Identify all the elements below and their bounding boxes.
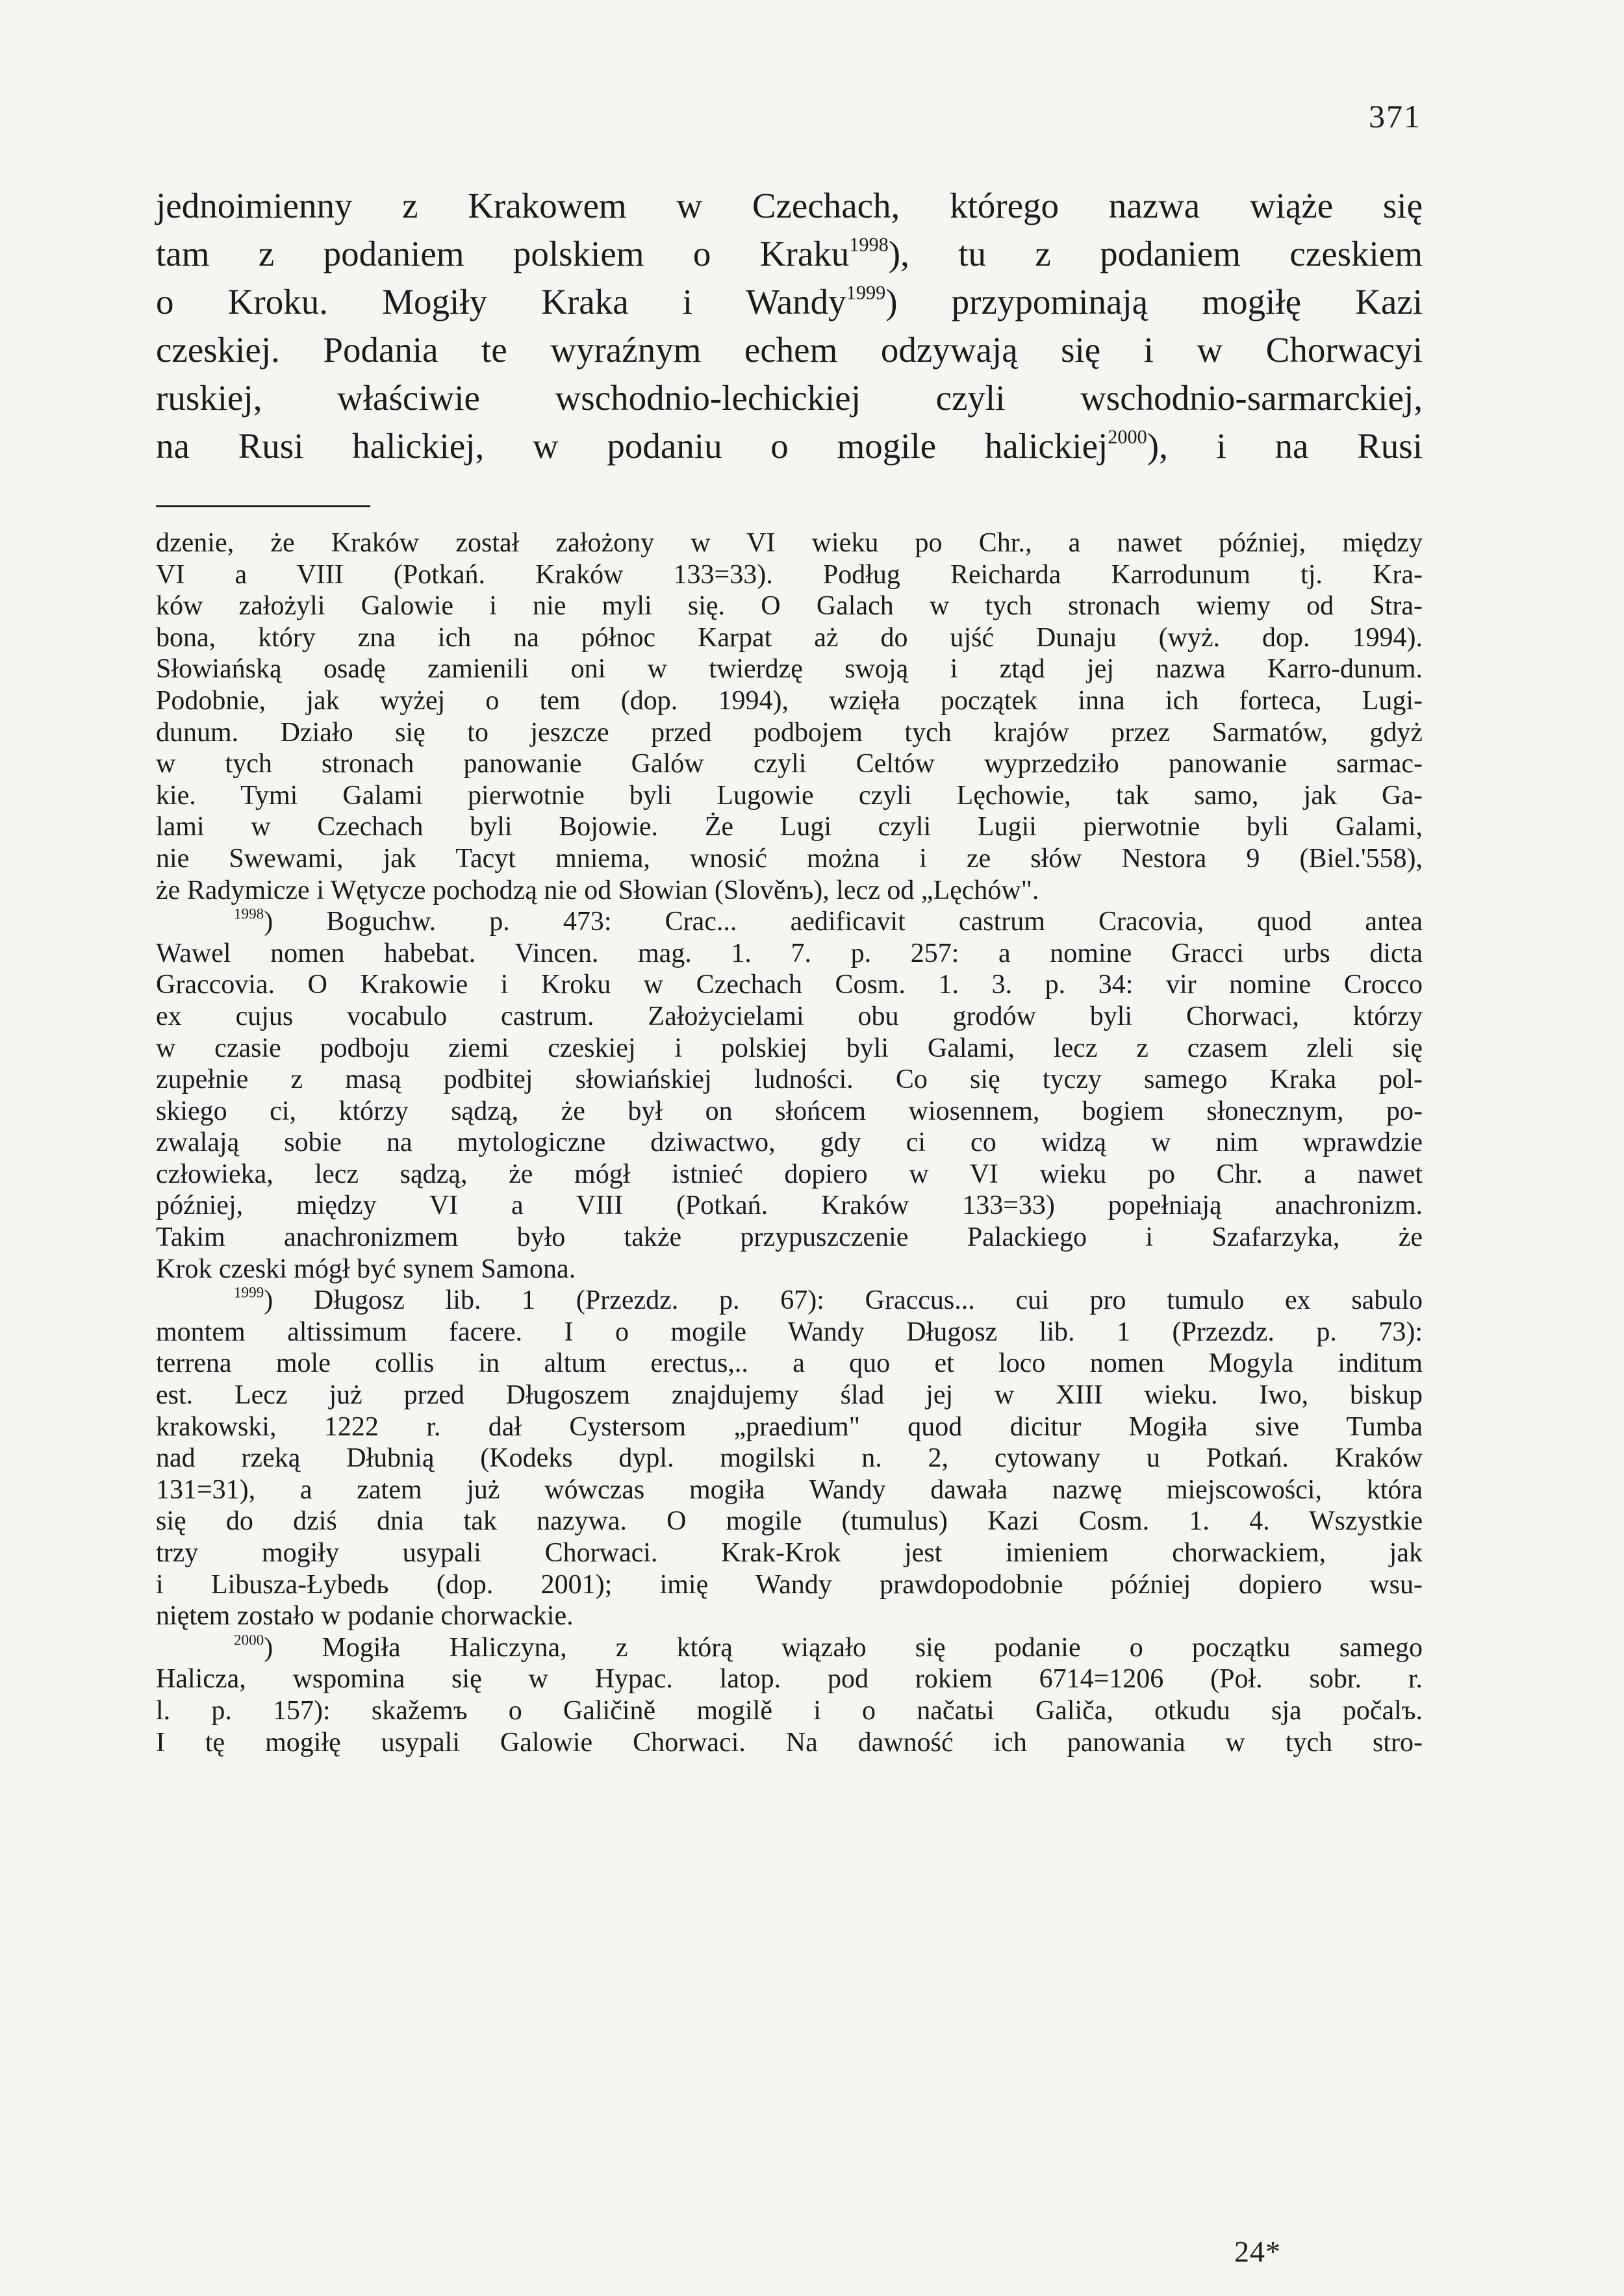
footnote-line: kie. Tymi Galami pierwotnie byli Lugowie czyli Lęchowie, tak samo, jak Ga- <box>156 780 1423 811</box>
footnote-ref: 1999 <box>846 281 886 304</box>
text-line: jednoimienny z Krakowem w Czechach, którego nazwa wiąże się <box>156 186 1423 225</box>
footnote-line: krakowski, 1222 r. dał Cystersom „praedium" quod dicitur Mogiła sive Tumba <box>156 1411 1423 1442</box>
footnote-line: Słowiańską osadę zamienili oni w twierdzę swoją i ztąd jej nazwa Karro-dunum. <box>156 654 1423 685</box>
text-line: o Kroku. Mogiły Kraka i Wandy$^{1999}$) przypominają mogiłę Kazi <box>156 281 1423 322</box>
footnote-line: skiego ci, którzy sądzą, że był on słońcem wiosennem, bogiem słonecznym, po- <box>156 1096 1423 1126</box>
footnote-line: nad rzeką Dłubnią (Kodeks dypl. mogilski n. 2, cytowany u Potkań. Kraków <box>156 1443 1423 1474</box>
footnote-separator <box>156 505 370 507</box>
footnote-line: zwalają sobie na mytologiczne dziwactwo, gdy ci co widzą w nim wprawdzie <box>156 1128 1423 1158</box>
footnote-line: lami w Czechach byli Bojowie. Że Lugi czyli Lugii pierwotnie byli Galami, <box>156 812 1423 842</box>
footnote-line: Graccovia. O Krakowie i Kroku w Czechach Cosm. 1. 3. p. 34: vir nomine Crocco <box>156 970 1423 1000</box>
footnote-line: $^{1999}$) Długosz lib. 1 (Przezdz. p. 67): Graccus... cui pro tumulo ex sabulo <box>234 1283 1423 1316</box>
footnote-line: VI a VIII (Potkań. Kraków 133=33). Podług Reicharda Karrodunum tj. Kra- <box>156 559 1423 590</box>
footnote-line: się do dziś dnia tak nazywa. O mogile (tumulus) Kazi Cosm. 1. 4. Wszystkie <box>156 1506 1423 1537</box>
footnote-line: dzenie, że Kraków został założony w VI wieku po Chr., a nawet później, między <box>156 528 1423 558</box>
footnote-line: ków założyli Galowie i nie myli się. O Galach w tych stronach wiemy od Stra- <box>156 591 1423 622</box>
footnote-line: Krok czeski mógł być synem Samona. <box>156 1254 576 1284</box>
text-line: czeskiej. Podania te wyraźnym echem odzywają się i w Chorwacyi <box>156 330 1423 370</box>
footnote-line: w czasie podboju ziemi czeskiej i polskiej byli Galami, lecz z czasem zleli się <box>156 1033 1423 1063</box>
text-line: tam z podaniem polskiem o Kraku$^{1998}$), tu z podaniem czeskiem <box>156 233 1423 273</box>
footnote-line: $^{1998}$) Boguchw. p. 473: Crac... aedificavit castrum Cracovia, quod antea <box>234 905 1423 937</box>
text-line: ruskiej, właściwie wschodnio-lechickiej czyli wschodnio-sarmarckiej, <box>156 378 1423 418</box>
footnote-line: l. p. 157): skažemъ o Galičině mogilě i o načatьi Galiča, otkudu sja počalъ. <box>156 1695 1423 1726</box>
footnote-line: człowieka, lecz sądzą, że mógł istnieć dopiero w VI wieku po Chr. a nawet <box>156 1159 1423 1189</box>
footnote-line: później, między VI a VIII (Potkań. Kraków 133=33) popełniają anachronizm. <box>156 1191 1423 1221</box>
footnote-line: $^{2000}$) Mogiła Haliczyna, z którą wiązało się podanie o początku samego <box>234 1631 1423 1663</box>
footnote-line: Podobnie, jak wyżej o tem (dop. 1994), wzięła początek inna ich forteca, Lugi- <box>156 685 1423 716</box>
footnote-number: 2000 <box>234 1631 264 1648</box>
footnote-line: terrena mole collis in altum erectus,.. a quo et loco nomen Mogyla inditum <box>156 1348 1423 1379</box>
footnote-line: i Libusza-Łybedь (dop. 2001); imię Wandy prawdopodobnie później dopiero wsu- <box>156 1569 1423 1600</box>
footnote-line: w tych stronach panowanie Galów czyli Celtów wyprzedziło panowanie sarmac- <box>156 749 1423 779</box>
page-number: 371 <box>1369 98 1421 134</box>
footnote-line: trzy mogiły usypali Chorwaci. Krak-Krok jest imieniem chorwackiem, jak <box>156 1538 1423 1568</box>
footnote-line: zupełnie z masą podbitej słowiańskiej ludności. Co się tyczy samego Kraka pol- <box>156 1065 1423 1095</box>
footnote-number: 1998 <box>234 905 264 922</box>
footnote-number: 1999 <box>234 1283 264 1301</box>
footnote-1998 <box>156 906 1423 1285</box>
footnote-ref: 2000 <box>1108 425 1147 448</box>
footnote-line: ex cujus vocabulo castrum. Założycielami obu grodów byli Chorwaci, którzy <box>156 1001 1423 1031</box>
footnote-line: bona, który zna ich na północ Karpat aż do ujść Dunaju (wyż. dop. 1994). <box>156 622 1423 653</box>
footnote-line: że Radymicze i Wętycze pochodzą nie od Słowian (Slověnъ), lecz od „Lęchów". <box>156 875 1039 905</box>
footnote-line: Takim anachronizmem było także przypuszczenie Palackiego i Szafarzyka, że <box>156 1222 1423 1253</box>
footnote-line: 131=31), a zatem już wówczas mogiła Wandy dawała nazwę miejscowości, która <box>156 1474 1423 1505</box>
text-line: na Rusi halickiej, w podaniu o mogile halickiej$^{2000}$), i na Rusi <box>156 425 1423 466</box>
footnote-line: est. Lecz już przed Długoszem znajdujemy ślad jej w XIII wieku. Iwo, biskup <box>156 1380 1423 1411</box>
footnote-2000 <box>156 1632 1423 1758</box>
footnote-ref: 1998 <box>849 233 889 256</box>
footnote-line: Wawel nomen habebat. Vincen. mag. 1. 7. p. 257: a nomine Gracci urbs dicta <box>156 938 1423 968</box>
footnotes <box>156 527 1423 1758</box>
footnote-1999 <box>156 1285 1423 1632</box>
footnote-continuation <box>156 527 1423 906</box>
footnote-line: niętem zostało w podanie chorwackie. <box>156 1601 574 1632</box>
footnote-line: montem altissimum facere. I o mogile Wandy Długosz lib. 1 (Przezdz. p. 73): <box>156 1317 1423 1347</box>
signature-mark: 24* <box>1234 2235 1281 2268</box>
main-text <box>156 182 1423 470</box>
footnote-line: Halicza, wspomina się w Hypac. latop. pod rokiem 6714=1206 (Poł. sobr. r. <box>156 1664 1423 1695</box>
footnote-line: nie Swewami, jak Tacyt mniema, wnosić można i ze słów Nestora 9 (Biel.'558), <box>156 843 1423 874</box>
footnote-line: dunum. Działo się to jeszcze przed podbojem tych krajów przez Sarmatów, gdyż <box>156 717 1423 748</box>
footnote-line: I tę mogiłę usypali Galowie Chorwaci. Na dawność ich panowania w tych stro- <box>156 1727 1423 1758</box>
